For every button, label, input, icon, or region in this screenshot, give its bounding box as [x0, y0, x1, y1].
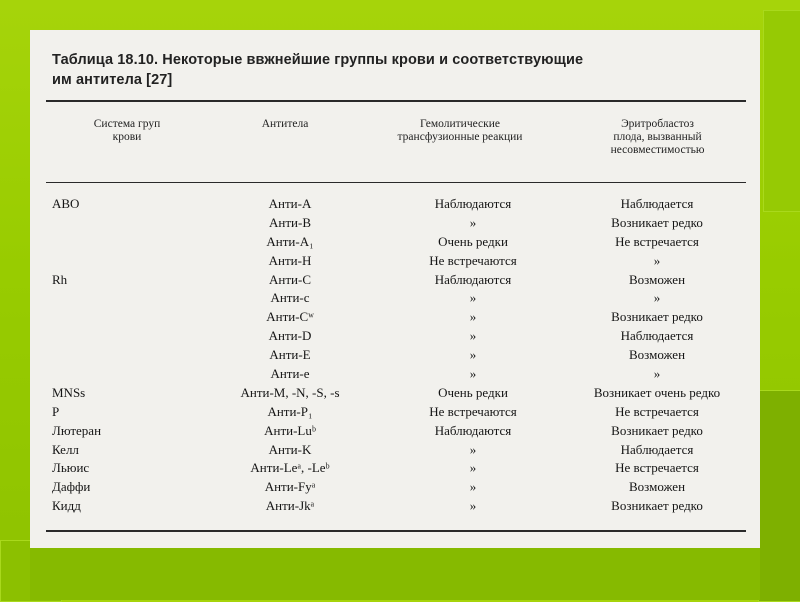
cell-antibody: Анти-A: [268, 196, 312, 211]
cell-hemolytic-reaction: Наблюдаются: [434, 271, 512, 287]
cell-fetal-erythroblastosis: Возникает редко: [611, 309, 703, 325]
table-row: [30, 384, 760, 403]
cell-antibody: Анти-P₁: [267, 403, 313, 419]
header-text: Система груп: [93, 118, 161, 130]
table-row: [30, 308, 760, 327]
cell-hemolytic-reaction: »: [469, 328, 477, 344]
bottom-rule: [46, 530, 746, 532]
header-blood-system: [72, 118, 182, 144]
cell-antibody: Анти-Luᵇ: [264, 422, 316, 438]
cell-antibody: Анти-H: [268, 252, 312, 268]
cell-antibody: Анти-Cʷ: [266, 309, 314, 325]
cell-blood-system: Кидд: [52, 498, 81, 514]
header-text: крови: [112, 131, 142, 143]
table-row: [30, 214, 760, 233]
cell-fetal-erythroblastosis: Возникает очень редко: [593, 384, 721, 400]
cell-hemolytic-reaction: Не встречаются: [429, 252, 517, 268]
cell-fetal-erythroblastosis: Не встречается: [615, 233, 699, 249]
cell-antibody: Анти-C: [269, 271, 311, 287]
scanned-table-page: [30, 30, 760, 548]
cell-fetal-erythroblastosis: Возможен: [628, 271, 686, 287]
decor-block-right-top: [763, 10, 800, 212]
cell-fetal-erythroblastosis: Наблюдается: [620, 328, 694, 344]
cell-hemolytic-reaction: Очень редки: [438, 384, 508, 400]
cell-antibody: Анти-D: [268, 328, 312, 344]
header-rule: [46, 182, 746, 183]
cell-hemolytic-reaction: »: [469, 441, 477, 457]
cell-hemolytic-reaction: »: [469, 366, 477, 382]
table-row: [30, 403, 760, 422]
decor-strip-bottom: [30, 548, 760, 600]
cell-antibody: Анти-M, -N, -S, -s: [240, 384, 340, 400]
table-row: [30, 422, 760, 441]
table-row: [30, 271, 760, 290]
header-text: Эритробластоз: [621, 118, 694, 130]
table-row: [30, 497, 760, 516]
cell-blood-system: Льюис: [52, 460, 90, 476]
cell-antibody: Анти-Jkᵃ: [265, 498, 315, 514]
table-row: [30, 459, 760, 478]
cell-fetal-erythroblastosis: Не встречается: [615, 460, 699, 476]
table-body: [30, 195, 760, 516]
cell-fetal-erythroblastosis: Возникает редко: [611, 498, 703, 514]
cell-hemolytic-reaction: »: [469, 309, 477, 325]
header-text: Гемолитические: [420, 118, 500, 130]
cell-antibody: Анти-E: [269, 347, 311, 363]
cell-hemolytic-reaction: »: [469, 479, 477, 495]
cell-hemolytic-reaction: Наблюдаются: [434, 196, 512, 211]
cell-antibody: Анти-Leᵃ, -Leᵇ: [250, 460, 330, 476]
table-row: [30, 365, 760, 384]
table-row: [30, 195, 760, 214]
top-rule: [46, 100, 746, 102]
cell-fetal-erythroblastosis: Возможен: [628, 479, 686, 495]
cell-antibody: Анти-B: [269, 214, 311, 230]
table-caption: [52, 50, 732, 90]
cell-blood-system: ABO: [52, 196, 80, 211]
cell-blood-system: P: [52, 403, 60, 419]
cell-hemolytic-reaction: »: [469, 290, 477, 306]
table-row: [30, 327, 760, 346]
cell-fetal-erythroblastosis: Возникает редко: [611, 214, 703, 230]
cell-fetal-erythroblastosis: Возможен: [628, 347, 686, 363]
header-antibodies: [230, 118, 340, 131]
header-text: плода, вызванный: [613, 131, 702, 143]
cell-fetal-erythroblastosis: »: [653, 252, 661, 268]
cell-fetal-erythroblastosis: »: [653, 366, 661, 382]
caption-line-2: им антитела [27]: [52, 72, 173, 88]
decor-block-right-bottom: [758, 390, 800, 602]
cell-blood-system: Даффи: [52, 479, 91, 495]
cell-hemolytic-reaction: »: [469, 460, 477, 476]
table-row: [30, 233, 760, 252]
table-row: [30, 346, 760, 365]
cell-fetal-erythroblastosis: Не встречается: [615, 403, 699, 419]
cell-antibody: Анти-c: [270, 290, 310, 306]
cell-blood-system: Лютеран: [52, 422, 102, 438]
header-hemolytic-reactions: [375, 118, 545, 144]
cell-blood-system: MNSs: [52, 384, 86, 400]
header-fetal-erythroblastosis: [570, 118, 745, 157]
header-text: Антитела: [261, 118, 309, 130]
cell-fetal-erythroblastosis: »: [653, 290, 661, 306]
cell-fetal-erythroblastosis: Наблюдается: [620, 196, 694, 211]
cell-hemolytic-reaction: Очень редки: [438, 233, 508, 249]
header-text: трансфузионные реакции: [397, 131, 523, 143]
table-row: [30, 441, 760, 460]
table-row: [30, 478, 760, 497]
cell-fetal-erythroblastosis: Наблюдается: [620, 441, 694, 457]
cell-blood-system: Келл: [52, 441, 79, 457]
cell-fetal-erythroblastosis: Возникает редко: [611, 422, 703, 438]
cell-hemolytic-reaction: »: [469, 214, 477, 230]
table-row: [30, 252, 760, 271]
cell-antibody: Анти-K: [268, 441, 312, 457]
caption-line-1: Таблица 18.10. Некоторые ввжнейшие группы крови и соответствующие: [52, 52, 584, 68]
cell-hemolytic-reaction: Не встречаются: [429, 403, 517, 419]
cell-hemolytic-reaction: »: [469, 347, 477, 363]
table-row: [30, 289, 760, 308]
cell-hemolytic-reaction: »: [469, 498, 477, 514]
cell-antibody: Анти-Fyᵃ: [264, 479, 316, 495]
header-text: несовместимостью: [610, 144, 705, 156]
cell-antibody: Анти-A₁: [266, 233, 314, 249]
cell-hemolytic-reaction: Наблюдаются: [434, 422, 512, 438]
cell-antibody: Анти-e: [270, 366, 310, 382]
slide-content: [30, 30, 760, 548]
cell-blood-system: Rh: [52, 271, 68, 287]
